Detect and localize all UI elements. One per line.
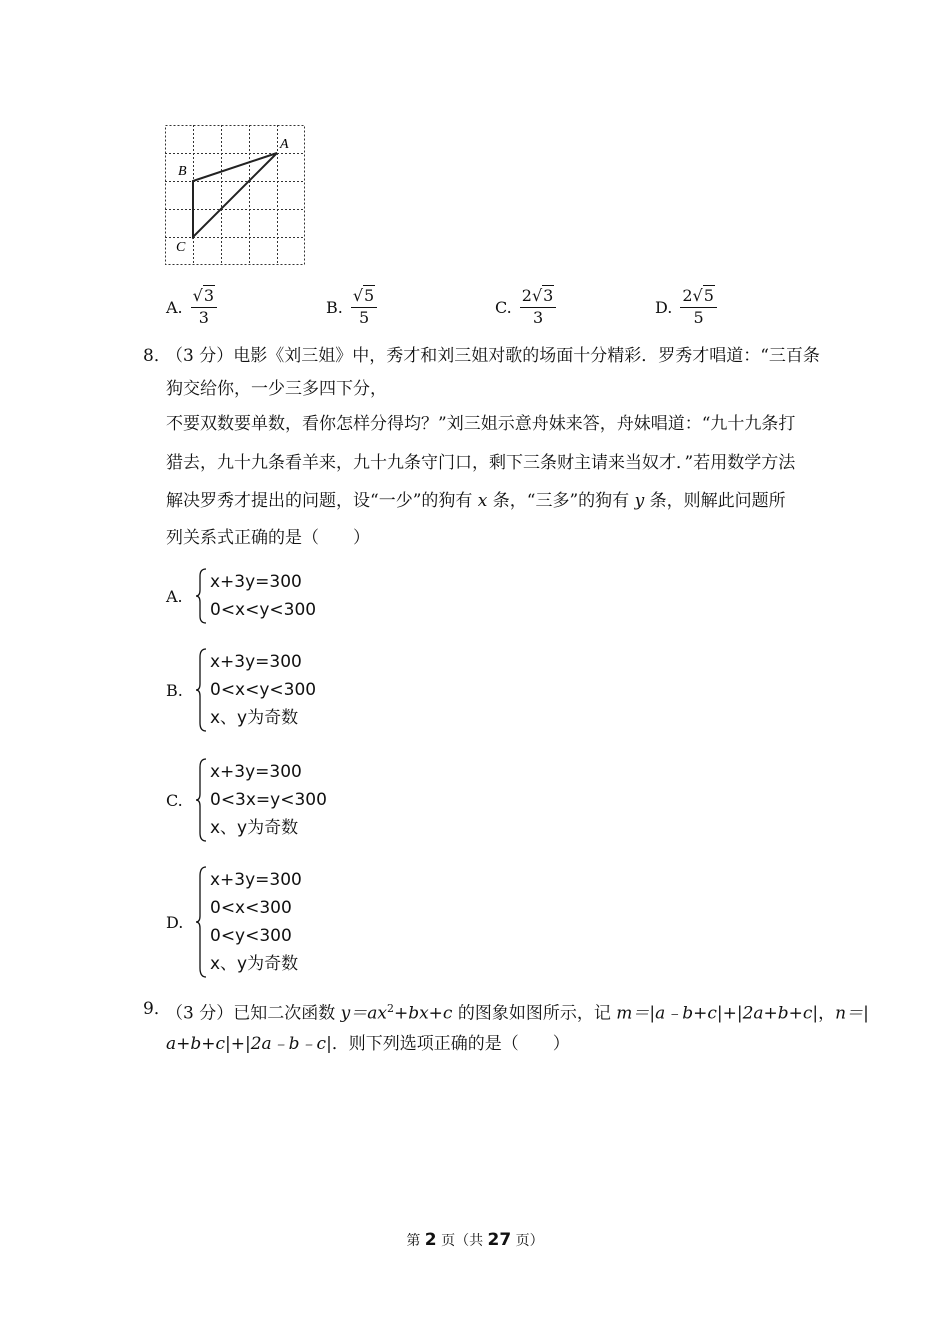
- total-pages: 27: [487, 1230, 512, 1250]
- equation-line: x、y为奇数: [210, 954, 299, 974]
- left-brace: [196, 648, 208, 732]
- left-brace: [196, 758, 208, 842]
- equation-line: 0<3x=y<300: [210, 790, 327, 810]
- q8-option-b[interactable]: [166, 648, 316, 732]
- fraction: $\frac{√5}{5}$: [351, 286, 377, 328]
- page-footer: 第 2 页（共 27 页）: [406, 1230, 544, 1250]
- option-label: A.: [166, 297, 183, 317]
- equation-line: x、y为奇数: [210, 818, 299, 838]
- fraction: $\frac{2√5}{5}$: [680, 286, 717, 328]
- left-brace: [196, 866, 208, 978]
- q8-option-d[interactable]: [166, 866, 302, 978]
- q8-line-2: 狗交给你，一少三多四下分，: [166, 379, 387, 399]
- equation-line: x+3y=300: [210, 870, 302, 890]
- equation-line: 0<y<300: [210, 926, 292, 946]
- option-label: B.: [166, 680, 183, 700]
- q8-number: 8．: [143, 346, 171, 366]
- q8-option-a[interactable]: [166, 568, 316, 624]
- option-label: C.: [166, 790, 183, 810]
- equation-line: x、y为奇数: [210, 708, 299, 728]
- equation-line: x+3y=300: [210, 762, 302, 782]
- q9-line-2: a+b+c|+|2a﹣b﹣c|．则下列选项正确的是（ ）: [166, 1034, 570, 1054]
- q9-number: 9．: [143, 999, 171, 1019]
- left-brace: [196, 568, 208, 624]
- q7-option-c[interactable]: [495, 286, 556, 328]
- q7-option-d[interactable]: [655, 286, 717, 328]
- q8-line-6: 列关系式正确的是（ ）: [166, 528, 370, 548]
- q9-line-1: （3 分）已知二次函数 $y=ax^2+bx+c$ 的图象如图所示，记 m＝|a﹣b+c|+|2a+b+c|，n＝|: [166, 1002, 869, 1024]
- q8-line-5: 解决罗秀才提出的问题，设“一少”的狗有 x 条，“三多”的狗有 y 条，则解此问题所: [166, 491, 786, 511]
- option-label: D.: [655, 297, 673, 317]
- equation-line: 0<x<y<300: [210, 680, 317, 700]
- equation-line: 0<x<300: [210, 898, 292, 918]
- equation-line: 0<x<y<300: [210, 600, 317, 620]
- option-label: C.: [495, 297, 512, 317]
- point-b-label: B: [178, 164, 187, 179]
- q8-line-1: （3 分）电影《刘三姐》中，秀才和刘三姐对歌的场面十分精彩．罗秀才唱道：“三百条: [166, 346, 820, 366]
- fraction: $\frac{2√3}{3}$: [520, 286, 557, 328]
- grid-triangle-figure: [160, 120, 310, 270]
- q8-line-4: 猎去，九十九条看羊来，九十九条守门口，剩下三条财主请来当奴才．”若用数学方法: [166, 453, 796, 473]
- q8-line-3: 不要双数要单数，看你怎样分得均？”刘三姐示意舟妹来答，舟妹唱道：“九十九条打: [166, 414, 796, 434]
- point-c-label: C: [176, 240, 186, 255]
- equation-line: x+3y=300: [210, 572, 302, 592]
- q7-option-a[interactable]: [166, 286, 217, 328]
- triangle-abc: [193, 153, 277, 237]
- option-label: B.: [326, 297, 343, 317]
- equation-line: x+3y=300: [210, 652, 302, 672]
- fraction: $\frac{√3}{3}$: [191, 286, 217, 328]
- page-number: 2: [424, 1230, 437, 1250]
- q7-option-b[interactable]: [326, 286, 377, 328]
- option-label: D.: [166, 912, 184, 932]
- option-label: A.: [166, 586, 183, 606]
- point-a-label: A: [280, 137, 289, 152]
- q8-option-c[interactable]: [166, 758, 327, 842]
